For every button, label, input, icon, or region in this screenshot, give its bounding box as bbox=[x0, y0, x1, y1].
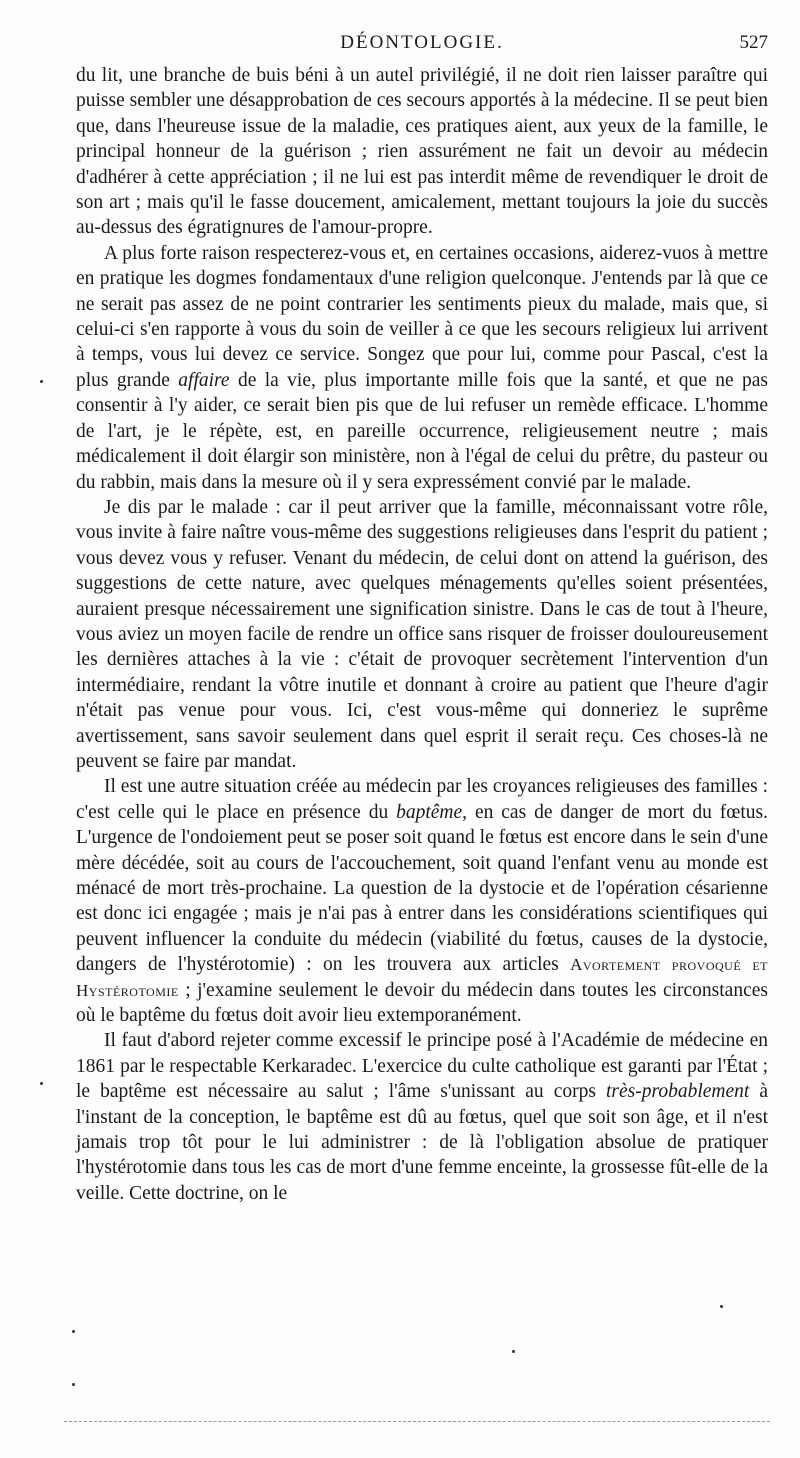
stray-dot-mark bbox=[72, 1383, 75, 1386]
page-number: 527 bbox=[739, 32, 768, 53]
stray-dot-mark bbox=[72, 1330, 75, 1333]
stray-dot-mark bbox=[512, 1350, 515, 1353]
paragraph-5-text-b: à l'instant de la conception, le baptême est dû au fœtus, quel que soit son âge, et il n'est jamais trop tôt pour le lui administrer : de là l'obligation absolue de pratiquer l'hystérotomie dans tous les cas de mort d'une femme enceinte, la grossesse fût-elle de la veille. Cette doctrine, on le bbox=[76, 1081, 768, 1204]
paragraph-4 bbox=[76, 774, 768, 1028]
paragraph-3 bbox=[76, 495, 768, 774]
stray-dot-mark bbox=[40, 1082, 43, 1085]
paragraph-2-text-b: de la vie, plus importante mille fois que la santé, et que ne pas consentir à l'y aider, ce serait bien pis que de lui refuser un remède efficace. L'homme de l'art, je le répète, est, en pareille occurrence, religieusement neutre ; mais médicalement il doit élargir son ministère, non à l'égal de celui du prêtre, du pasteur ou du rabbin, mais dans la mesure où il y sera expressément convié par le malade. bbox=[76, 369, 768, 493]
paragraph-3-text: Je dis par le malade : car il peut arriver que la famille, méconnaissant votre rôle, vous invite à faire naître vous-même des suggestions religieuses dans l'esprit du patient ; vous devez vous y refuser. Venant du médecin, de celui dont on attend la guérison, des suggestions de cette nature, avec quelques ménagements qu'elles soient présentées, auraient presque nécessairement une signification sinistre. Dans le cas de tout à l'heure, vous aviez un moyen facile de rendre un office sans risquer de froisser douloureusement les dernières attaches à la vie : c'était de provoquer secrètement l'intervention d'un intermédiaire, rendant la vôtre inutile et donnant à croire au patient que l'heure d'agir n'était pas venue pour vous. Ici, c'est vous-même qui donneriez le suprême avertissement, sans savoir seulement dans quel esprit il serait reçu. Ces choses-là ne peuvent se faire par mandat. bbox=[76, 496, 768, 772]
paragraph-4-small-caps: Avortement provoqué et Hystérotomie bbox=[76, 955, 768, 1000]
paragraph-4-text-a: Il est une autre situation créée au médecin par les croyances religieuses des familles : c'est celle qui le place en présence du bbox=[76, 776, 768, 823]
paragraph-2-emphasis: affaire bbox=[178, 369, 230, 391]
paragraph-4-emphasis: baptême bbox=[396, 801, 463, 823]
bottom-scan-rule bbox=[64, 1421, 770, 1422]
paragraph-4-text-c: ; j'examine seulement le devoir du médecin dans toutes les circonstances où le baptême du fœtus doit avoir lieu extemporanément. bbox=[76, 979, 768, 1027]
body-text bbox=[76, 63, 768, 1206]
paragraph-5 bbox=[76, 1028, 768, 1206]
running-title: DÉONTOLOGIE. bbox=[340, 32, 504, 53]
page-header bbox=[76, 30, 768, 58]
stray-dot-mark bbox=[40, 380, 43, 383]
paragraph-2-text-a: A plus forte raison respecterez-vous et, en certaines occasions, aiderez-vuos à mettre en pratique les dogmes fondamentaux d'une religion quelconque. J'entends par là que ce ne serait pas assez de ne point contrarier les sentiments pieux du malade, mais que, si celui-ci s'en rapporte à vous du soin de veiller à ce que les secours religieux lui arrivent à temps, vous lui devez ce service. Songez que pour lui, comme pour Pascal, c'est la plus grande bbox=[76, 242, 768, 391]
paragraph-4-text-b: , en cas de danger de mort du fœtus. L'urgence de l'ondoiement peut se poser soit quand le fœtus est encore dans le sein d'une mère décédée, soit au cours de l'accouchement, soit quand l'enfant venu au monde est ménacé de mort très-prochaine. La question de la dystocie et de l'opération césarienne est donc ici engagée ; mais je n'ai pas à entrer dans les considérations scientifiques qui peuvent influencer la conduite du médecin (viabilité du fœtus, causes de la dystocie, dangers de l'hystérotomie) : on les trouvera aux articles bbox=[76, 801, 768, 976]
paragraph-1-text: du lit, une branche de buis béni à un autel privilégié, il ne doit rien laisser paraître qui puisse sembler une désapprobation de ces secours apportés à la médecine. Il se peut bien que, dans l'heureuse issue de la maladie, ces pratiques aient, aux yeux de la famille, le principal honneur de la guérison ; rien assurément ne fait un devoir au médecin d'adhérer à cette appréciation ; il ne lui est pas interdit même de revendiquer le droit de son art ; mais qu'il le fasse doucement, amicalement, mettant toujours la joie du succès au-dessus des égratignures de l'amour-propre. bbox=[76, 65, 768, 239]
paragraph-1 bbox=[76, 63, 768, 241]
stray-dot-mark bbox=[720, 1305, 723, 1308]
paragraph-5-emphasis: très-probablement bbox=[605, 1081, 750, 1103]
paragraph-5-text-a: Il faut d'abord rejeter comme excessif le principe posé à l'Académie de médecine en 1861 par le respectable Kerkaradec. L'exercice du culte catholique est garanti par l'État ; le baptême est nécessaire au salut ; l'âme s'unissant au corps bbox=[76, 1030, 768, 1103]
paragraph-2 bbox=[76, 241, 768, 495]
